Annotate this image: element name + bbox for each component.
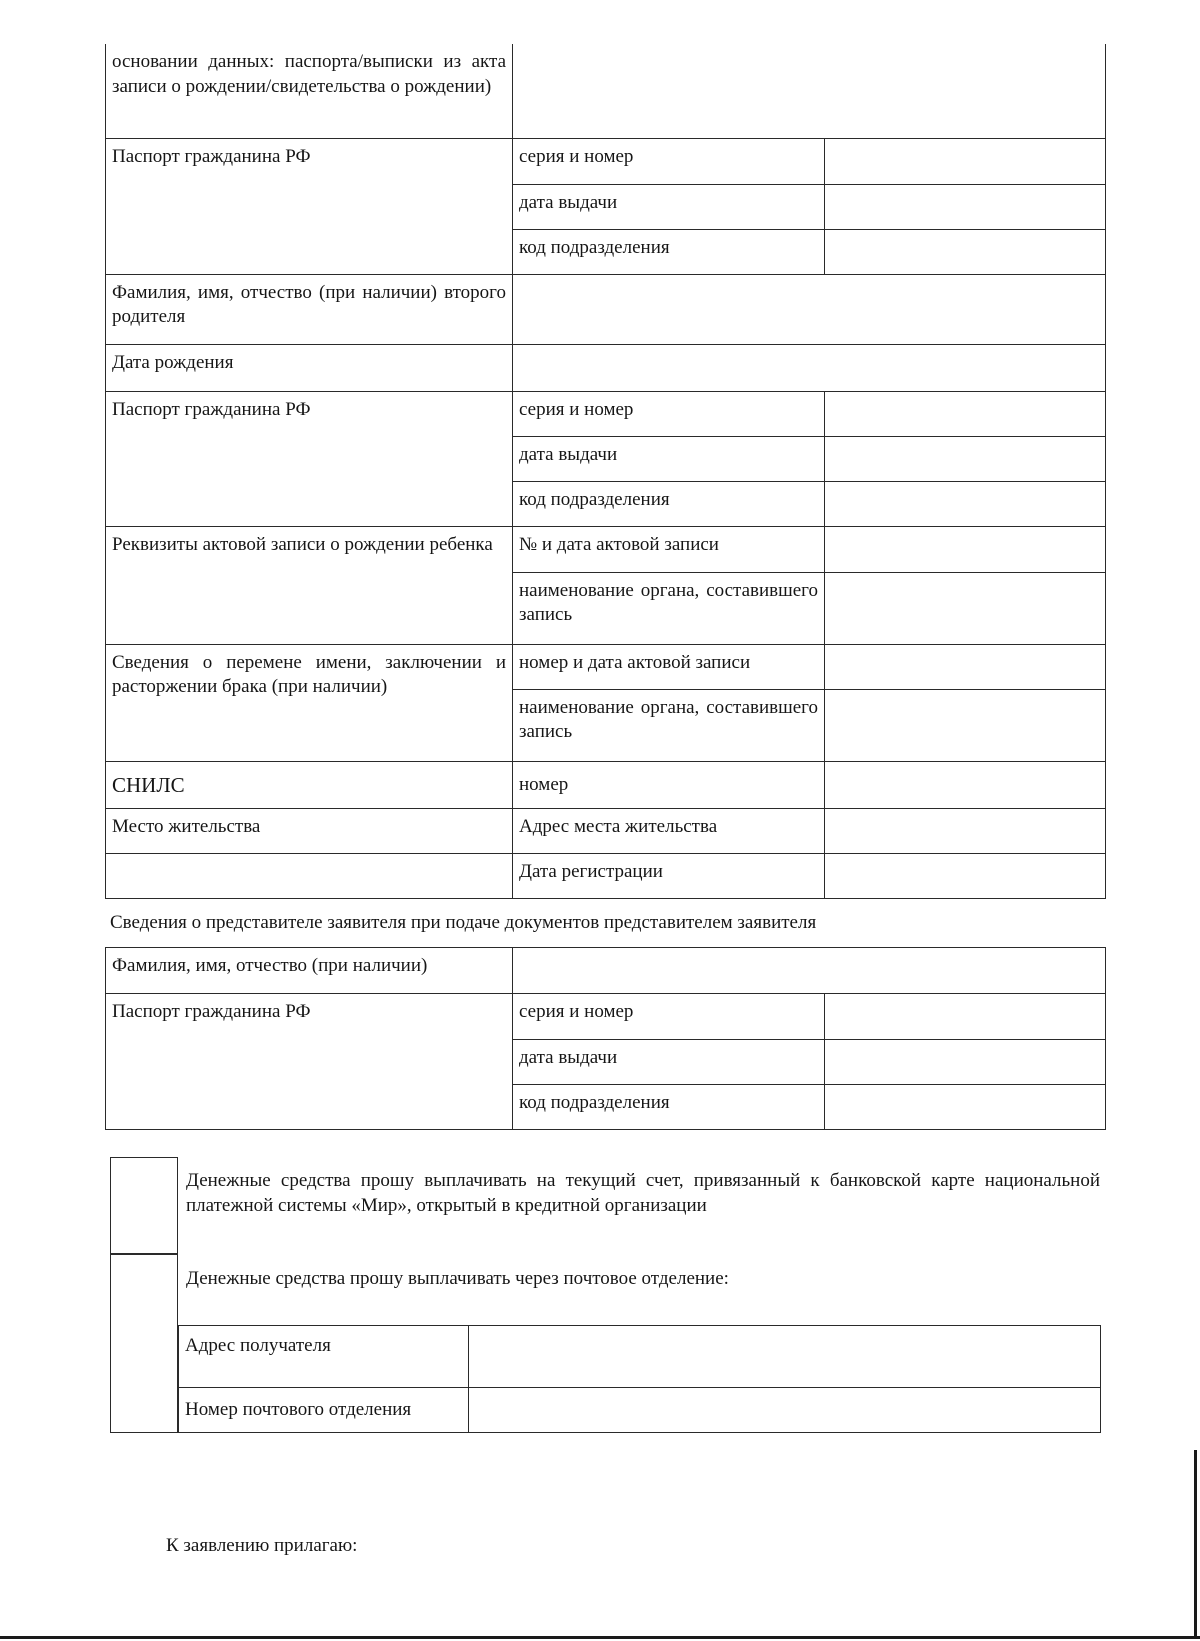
representative-division-code-field[interactable] [825,1085,1106,1130]
snils-label: СНИЛС [106,761,513,808]
name-change-label: Сведения о перемене имени, заключении и расторжении брака (при наличии) [106,644,513,761]
representative-series-number-field[interactable] [825,994,1106,1040]
name-change-number-date-field[interactable] [825,644,1106,689]
second-parent-name-field[interactable] [513,274,1106,344]
birth-date-label: Дата рождения [106,344,513,391]
representative-issue-date-label: дата выдачи [513,1040,825,1085]
post-office-number-label: Номер почтового отделения [179,1388,469,1433]
snils-number-field[interactable] [825,761,1106,808]
birth-record-authority-field[interactable] [825,572,1106,644]
birth-record-label: Реквизиты актовой записи о рождении ребенка [106,526,513,644]
passport2-series-number-label: серия и номер [513,391,825,436]
representative-series-number-label: серия и номер [513,994,825,1040]
representative-caption: Сведения о представителе заявителя при подаче документов представителем заявителя [110,912,817,933]
representative-name-field[interactable] [513,948,1106,994]
passport2-issue-date-field[interactable] [825,436,1106,481]
card-payment-checkbox[interactable] [110,1157,178,1255]
post-payment-checkbox[interactable] [110,1253,178,1433]
snils-number-label: номер [513,761,825,808]
birth-record-number-date-field[interactable] [825,526,1106,572]
recipient-address-field[interactable] [469,1326,1101,1388]
birth-record-authority-label: наименование органа, составившего запись [513,572,825,644]
representative-table [105,947,1106,1130]
post-payment-text: Денежные средства прошу выплачивать через почтовое отделение: [186,1268,729,1289]
residence-empty-cell [106,853,513,898]
representative-issue-date-field[interactable] [825,1040,1106,1085]
passport-issue-date-field[interactable] [825,184,1106,229]
name-change-number-date-label: номер и дата актовой записи [513,644,825,689]
continued-basis-field[interactable] [513,44,1106,138]
post-office-number-field[interactable] [469,1388,1101,1433]
passport2-issue-date-label: дата выдачи [513,436,825,481]
birth-record-number-date-label: № и дата актовой записи [513,526,825,572]
passport-division-code-field[interactable] [825,229,1106,274]
second-parent-name-label: Фамилия, имя, отчество (при наличии) второго родителя [106,274,513,344]
passport2-division-code-field[interactable] [825,481,1106,526]
scan-edge-line [1194,1450,1197,1636]
attachments-label: К заявлению прилагаю: [166,1535,358,1556]
residence-address-label: Адрес места жительства [513,808,825,853]
applicant-data-table [105,44,1106,899]
passport-issue-date-label: дата выдачи [513,184,825,229]
passport2-division-code-label: код подразделения [513,481,825,526]
passport-series-number-field[interactable] [825,138,1106,184]
registration-date-field[interactable] [825,853,1106,898]
residence-label: Место жительства [106,808,513,853]
representative-division-code-label: код подразделения [513,1085,825,1130]
passport-division-code-label: код подразделения [513,229,825,274]
recipient-address-label: Адрес получателя [179,1326,469,1388]
scan-bottom-line [0,1636,1200,1639]
birth-date-field[interactable] [513,344,1106,391]
representative-name-label: Фамилия, имя, отчество (при наличии) [106,948,513,994]
name-change-authority-field[interactable] [825,689,1106,761]
representative-passport-label: Паспорт гражданина РФ [106,994,513,1130]
post-office-table [178,1325,1101,1433]
passport-label: Паспорт гражданина РФ [106,138,513,274]
residence-address-field[interactable] [825,808,1106,853]
passport2-series-number-field[interactable] [825,391,1106,436]
registration-date-label: Дата регистрации [513,853,825,898]
continued-basis-label: основании данных: паспорта/выписки из акта записи о рождении/свидетельства о рождении) [106,44,513,138]
passport-series-number-label: серия и номер [513,138,825,184]
name-change-authority-label: наименование органа, составившего запись [513,689,825,761]
passport2-label: Паспорт гражданина РФ [106,391,513,526]
card-payment-text: Денежные средства прошу выплачивать на текущий счет, привязанный к банковской карте национальной платежной системы «Мир», открытый в кредитной организации [186,1170,1100,1216]
